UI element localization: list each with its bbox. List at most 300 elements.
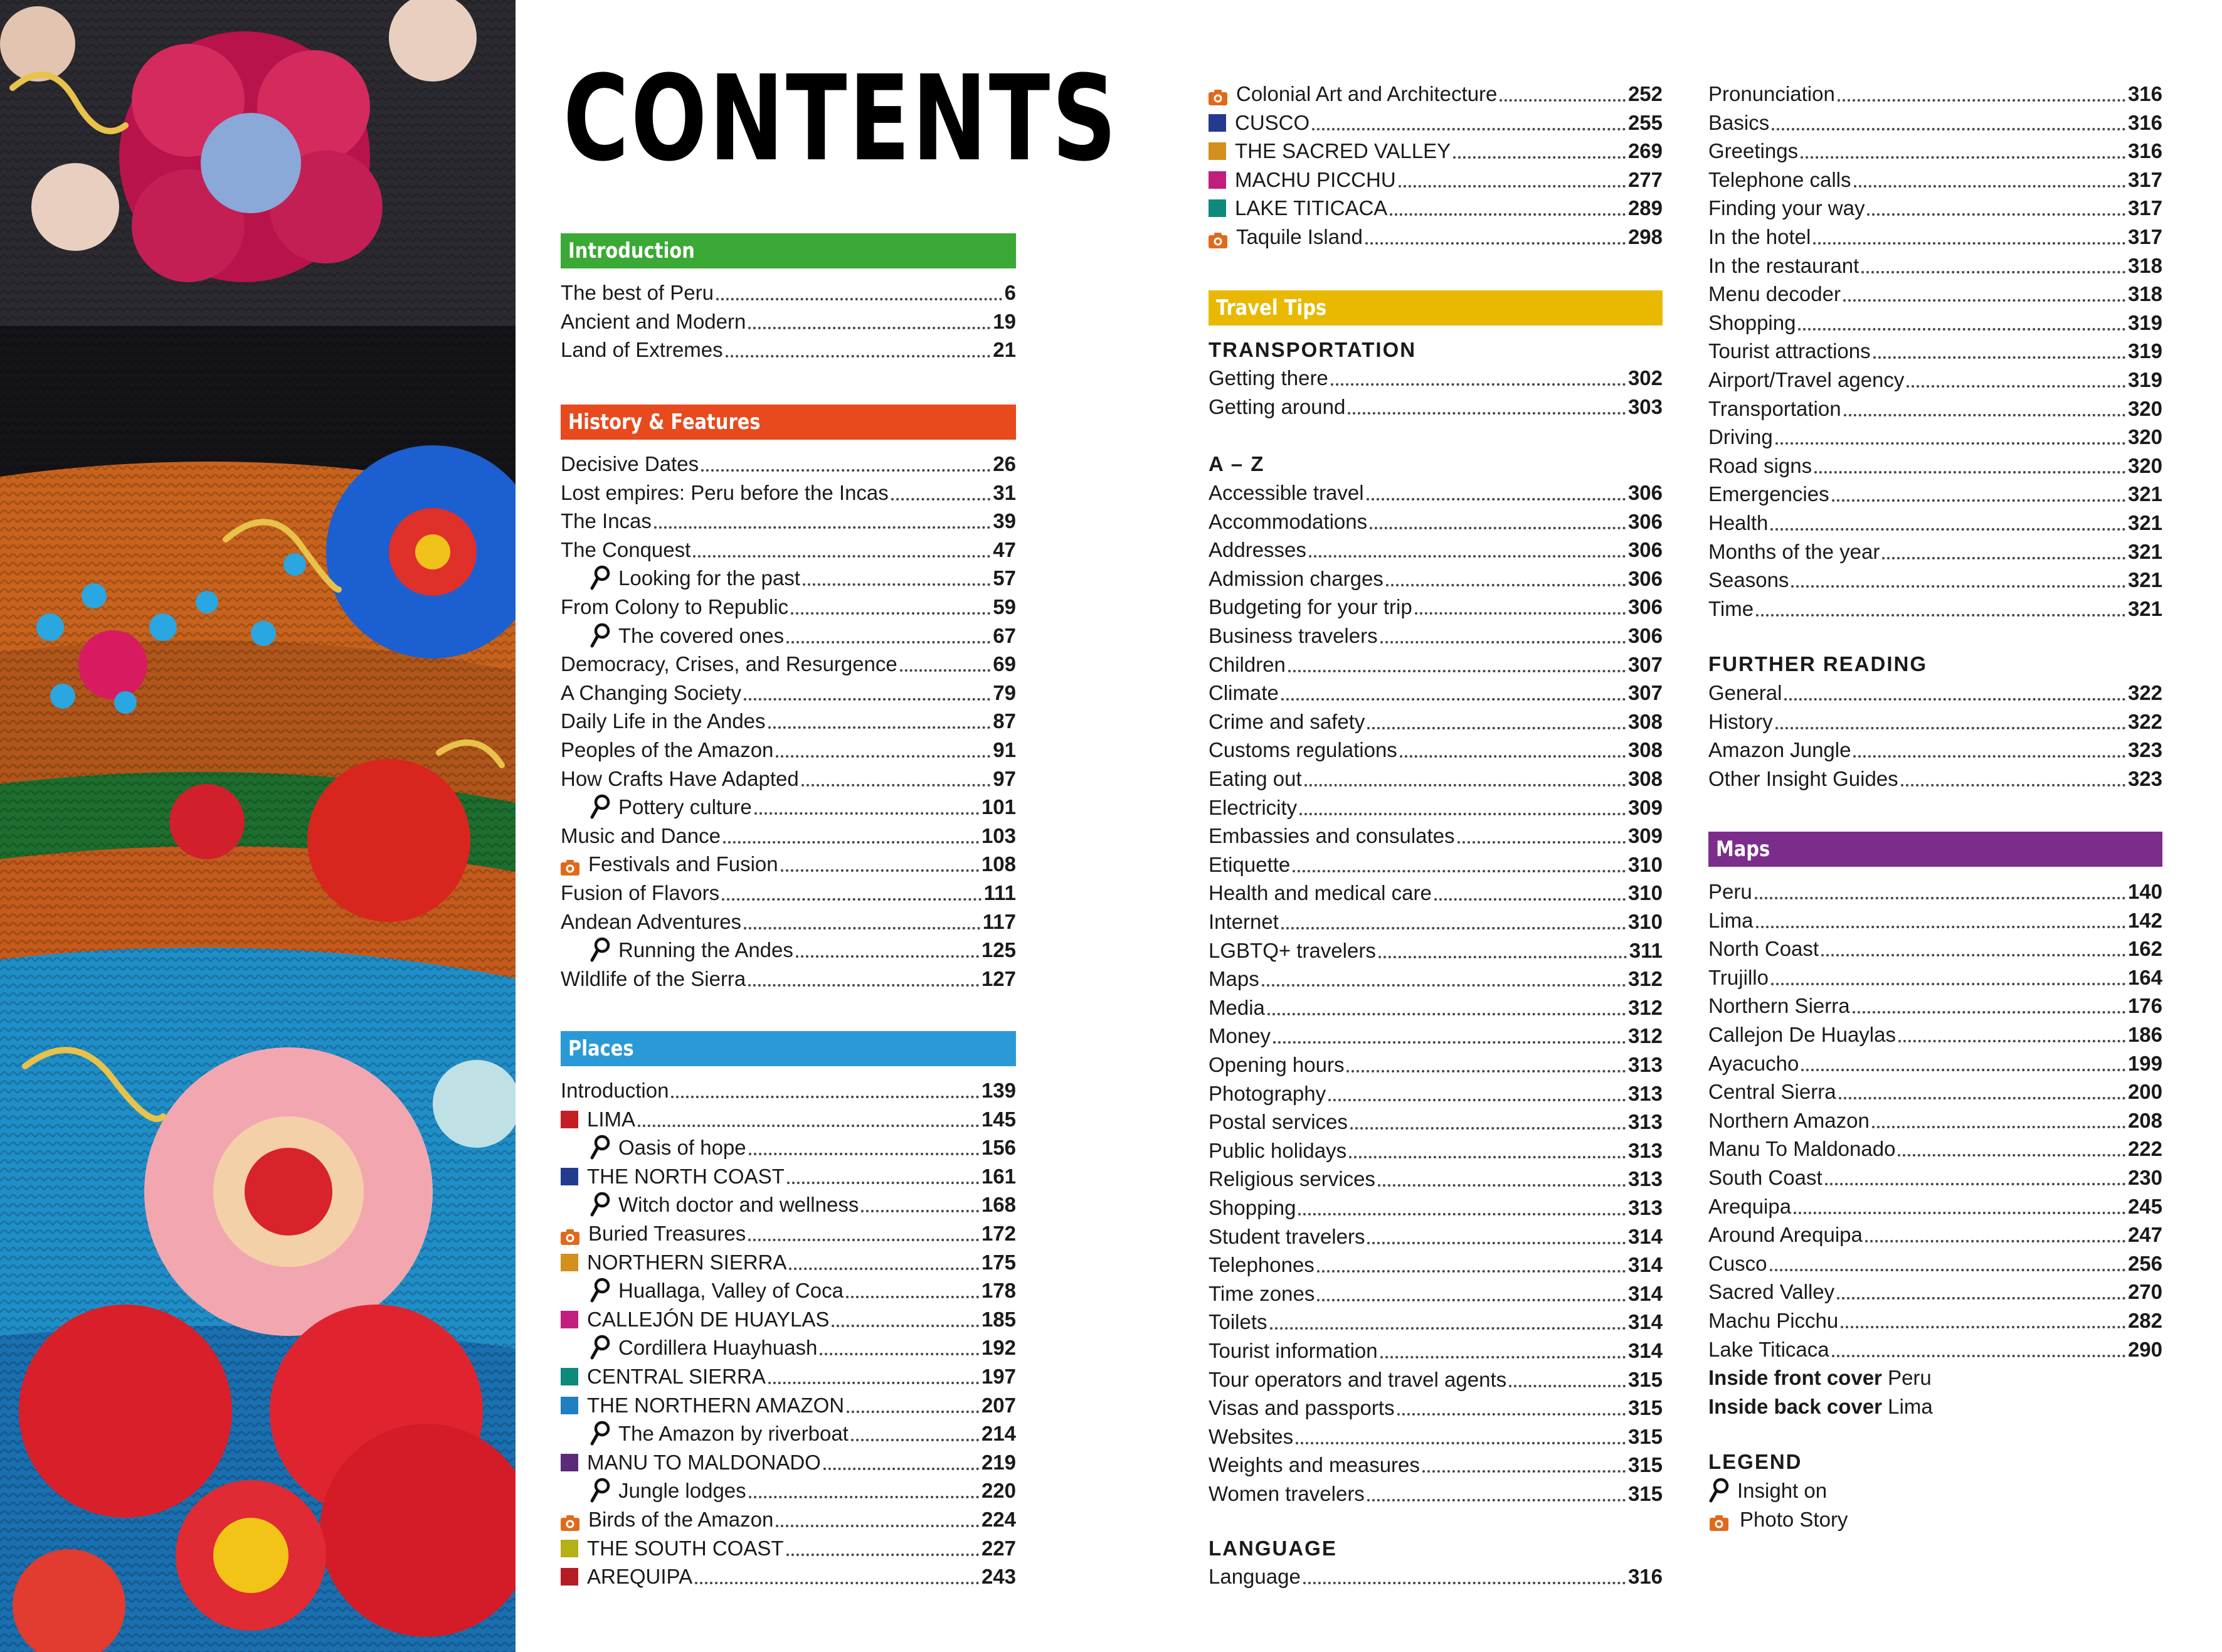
toc-entry-shopping[interactable]: [1209, 1192, 1663, 1220]
toc-entry-public-holidays[interactable]: [1209, 1135, 1663, 1163]
toc-entry-land-of-extremes[interactable]: [561, 334, 1016, 363]
page-number: 323: [2127, 738, 2162, 762]
toc-entry-general[interactable]: [1708, 677, 2162, 706]
toc-entry-label: Running the Andes: [618, 938, 793, 962]
toc-entry-cusco[interactable]: [1708, 1248, 2162, 1276]
dot-leader: [1798, 328, 2125, 331]
toc-entry-label: A Changing Society: [561, 680, 742, 704]
toc-entry-shopping[interactable]: [1708, 307, 2162, 336]
page-number: 314: [1627, 1253, 1663, 1277]
page-number: 312: [1627, 995, 1663, 1019]
insight-icon: [590, 1420, 611, 1446]
page-number: 306: [1627, 566, 1663, 590]
toc-entry-label: Colonial Art and Architecture: [1236, 82, 1498, 105]
camera-icon: [1710, 1512, 1728, 1528]
toc-entry-lake-titicaca[interactable]: [1209, 193, 1663, 221]
toc-entry-driving[interactable]: [1708, 421, 2162, 450]
toc-entry-road-signs[interactable]: [1708, 450, 2162, 479]
toc-entry-label: Taquile Island: [1236, 225, 1363, 248]
toc-entry-label: CUSCO: [1235, 110, 1310, 134]
page-number: 79: [993, 680, 1016, 704]
toc-entry-label: Airport/Travel agency: [1708, 368, 1905, 391]
toc-entry-label: Pottery culture: [618, 795, 752, 819]
dot-leader: [1312, 128, 1626, 130]
toc-entry-children[interactable]: [1209, 649, 1663, 677]
toc-entry-embassies-and-consulates[interactable]: [1209, 820, 1663, 849]
toc-entry-women-travelers[interactable]: [1209, 1478, 1663, 1506]
dot-leader: [1317, 1270, 1626, 1273]
toc-entry-northern-amazon[interactable]: [1708, 1105, 2162, 1133]
page-number: 282: [2127, 1309, 2162, 1332]
dot-leader: [1854, 185, 2125, 188]
toc-entry-the-sacred-valley[interactable]: [1209, 135, 1663, 164]
toc-entry-taquile-island[interactable]: [1209, 221, 1663, 250]
dot-leader: [1400, 755, 1626, 758]
dot-leader: [654, 526, 990, 529]
toc-entry-the-incas[interactable]: [561, 506, 1016, 534]
dot-leader: [1298, 1213, 1625, 1215]
toc-entry-oasis-of-hope[interactable]: [561, 1132, 1016, 1160]
toc-entry-jungle-lodges[interactable]: [561, 1475, 1016, 1503]
page-number: 197: [981, 1365, 1016, 1388]
dot-leader: [796, 955, 979, 958]
toc-entry-media[interactable]: [1209, 992, 1663, 1020]
toc-entry-label: Admission charges: [1209, 566, 1383, 590]
page-number: 6: [1004, 281, 1016, 304]
toc-entry-student-travelers[interactable]: [1209, 1221, 1663, 1249]
toc-entry-label: Pronunciation: [1708, 82, 1835, 105]
toc-entry-callejon-de-huaylas[interactable]: [1708, 1019, 2162, 1047]
toc-entry-label: Lima: [1708, 908, 1754, 932]
toc-entry-label: Ancient and Modern: [561, 309, 746, 333]
toc-entry-visas-and-passports[interactable]: [1209, 1392, 1663, 1421]
toc-entry-label: Witch doctor and wellness: [618, 1193, 859, 1217]
toc-entry-cusco[interactable]: [1209, 107, 1663, 135]
toc-entry-peru[interactable]: [1708, 876, 2162, 904]
toc-entry-photography[interactable]: [1209, 1078, 1663, 1106]
section-band-travel-tips: [1209, 290, 1663, 326]
page-number: 214: [981, 1422, 1016, 1446]
toc-entry-in-the-hotel[interactable]: [1708, 221, 2162, 250]
toc-entry-money[interactable]: [1209, 1020, 1663, 1049]
toc-entry-label: Money: [1209, 1024, 1271, 1048]
section-color-square: [1209, 171, 1226, 189]
toc-entry-other-insight-guides[interactable]: [1708, 763, 2162, 792]
toc-entry-tourist-information[interactable]: [1209, 1335, 1663, 1363]
toc-entry-airport-travel-agency[interactable]: [1708, 364, 2162, 393]
map-cover-position: Inside front cover: [1708, 1366, 1882, 1390]
subhead-transportation: TRANSPORTATION: [1209, 338, 1417, 361]
toc-entry-label: Customs regulations: [1209, 738, 1397, 762]
toc-entry-admission-charges[interactable]: [1209, 563, 1663, 591]
dot-leader: [1814, 471, 2125, 474]
toc-entry-health-and-medical-care[interactable]: [1209, 877, 1663, 906]
toc-entry-label: Seasons: [1708, 568, 1789, 592]
toc-entry-label: Websites: [1209, 1424, 1294, 1448]
toc-entry-arequipa[interactable]: [561, 1561, 1016, 1589]
toc-entry-electricity[interactable]: [1209, 792, 1663, 820]
page-number: 252: [1627, 82, 1663, 105]
toc-entry-menu-decoder[interactable]: [1708, 278, 2162, 307]
toc-entry-opening-hours[interactable]: [1209, 1049, 1663, 1078]
toc-entry-crime-and-safety[interactable]: [1209, 706, 1663, 734]
toc-entry-getting-around[interactable]: [1209, 391, 1663, 420]
toc-entry-music-and-dance[interactable]: [561, 820, 1016, 849]
toc-entry-label: Photography: [1209, 1081, 1326, 1105]
insight-icon: [590, 622, 611, 649]
dot-leader: [1365, 242, 1626, 245]
toc-entry-label: Transportation: [1708, 396, 1841, 420]
toc-entry-weights-and-measures[interactable]: [1209, 1449, 1663, 1478]
dot-leader: [1755, 897, 2125, 899]
toc-entry-central-sierra[interactable]: [561, 1361, 1016, 1389]
section-color-square: [561, 1168, 578, 1185]
toc-entry-pronunciation[interactable]: [1708, 78, 2162, 107]
dot-leader: [749, 1496, 979, 1498]
toc-entry-sacred-valley[interactable]: [1708, 1276, 2162, 1305]
toc-entry-basics[interactable]: [1708, 107, 2162, 135]
toc-entry-label: The best of Peru: [561, 281, 714, 304]
toc-entry-the-amazon-by-riverboat[interactable]: [561, 1418, 1016, 1446]
toc-entry-internet[interactable]: [1209, 906, 1663, 935]
toc-entry-religious-services[interactable]: [1209, 1163, 1663, 1192]
toc-entry-label: Shopping: [1708, 310, 1796, 334]
page-number: 103: [981, 823, 1016, 847]
toc-entry-machu-picchu[interactable]: [1209, 164, 1663, 193]
dot-leader: [1299, 813, 1626, 815]
dot-leader: [1281, 927, 1626, 929]
toc-entry-in-the-restaurant[interactable]: [1708, 250, 2162, 278]
toc-entry-decisive-dates[interactable]: [561, 448, 1016, 477]
insight-icon: [590, 1134, 611, 1160]
dot-leader: [846, 1296, 979, 1298]
toc-entry-tour-operators-and-travel-agents[interactable]: [1209, 1364, 1663, 1392]
page-number: 208: [2127, 1108, 2162, 1132]
toc-entry-label: Menu decoder: [1708, 282, 1841, 306]
dot-leader: [701, 469, 990, 472]
toc-entry-language[interactable]: [1209, 1561, 1663, 1589]
toc-entry-label: Addresses: [1209, 538, 1306, 562]
toc-entry-label: Arequipa: [1708, 1194, 1792, 1218]
page-number: 315: [1627, 1367, 1663, 1391]
toc-entry-ayacucho[interactable]: [1708, 1048, 2162, 1076]
page-number: 316: [2127, 82, 2162, 105]
dot-leader: [1380, 641, 1626, 643]
toc-entry-label: Buried Treasures: [588, 1222, 746, 1245]
toc-entry-birds-of-the-amazon[interactable]: [561, 1504, 1016, 1532]
toc-entry-running-the-andes[interactable]: [561, 935, 1016, 963]
toc-entry-label: Tourist attractions: [1708, 339, 1871, 363]
toc-entry-label: Introduction: [561, 1079, 669, 1102]
dot-leader: [1367, 1499, 1626, 1501]
page-number: 47: [993, 537, 1016, 561]
dot-leader: [1415, 612, 1626, 615]
dot-leader: [768, 726, 991, 729]
toc-entry-label: Toilets: [1209, 1310, 1267, 1334]
toc-entry-daily-life-in-the-andes[interactable]: [561, 706, 1016, 734]
toc-entry-lost-empires-peru-before-the-incas[interactable]: [561, 477, 1016, 506]
page-number: 313: [1627, 1167, 1663, 1191]
toc-entry-label: LIMA: [587, 1107, 636, 1131]
toc-entry-the-covered-ones[interactable]: [561, 620, 1016, 649]
toc-entry-label: Amazon Jungle: [1708, 738, 1851, 762]
toc-entry-around-arequipa[interactable]: [1708, 1219, 2162, 1247]
toc-entry-arequipa[interactable]: [1708, 1191, 2162, 1219]
toc-entry-label: Manu To Maldonado: [1708, 1137, 1896, 1161]
page-number: 322: [2127, 709, 2162, 733]
toc-entry-ancient-and-modern[interactable]: [561, 306, 1016, 334]
toc-entry-addresses[interactable]: [1209, 534, 1663, 563]
page-number: 224: [981, 1508, 1016, 1531]
dot-leader: [847, 1411, 979, 1413]
page-number: 315: [1627, 1396, 1663, 1420]
toc-entry-how-crafts-have-adapted[interactable]: [561, 763, 1016, 792]
page-number: 91: [993, 738, 1016, 761]
page-number: 321: [2127, 539, 2162, 563]
toc-entry-label: NORTHERN SIERRA: [587, 1250, 787, 1274]
toc-entry-time[interactable]: [1708, 593, 2162, 622]
toc-entry-accommodations[interactable]: [1209, 506, 1663, 534]
toc-entry-toilets[interactable]: [1209, 1306, 1663, 1335]
toc-entry-label: Lost empires: Peru before the Incas: [561, 480, 889, 504]
dot-leader: [638, 1125, 979, 1127]
dot-leader: [1791, 585, 2125, 588]
toc-entry-accessible-travel[interactable]: [1209, 477, 1663, 506]
map-cover-label: [1708, 1394, 1933, 1419]
page-number: 312: [1627, 967, 1663, 991]
dot-leader: [1770, 528, 2125, 531]
toc-entry-manu-to-maldonado[interactable]: [561, 1447, 1016, 1475]
toc-entry-cordillera-huayhuash[interactable]: [561, 1332, 1016, 1360]
toc-entry-label: Road signs: [1708, 453, 1812, 477]
toc-entry-label: Emergencies: [1708, 482, 1829, 506]
toc-entry-central-sierra[interactable]: [1708, 1076, 2162, 1104]
toc-entry-time-zones[interactable]: [1209, 1278, 1663, 1306]
toc-entry-trujillo[interactable]: [1708, 962, 2162, 990]
toc-entry-emergencies[interactable]: [1708, 479, 2162, 507]
toc-entry-label: From Colony to Republic: [561, 595, 789, 618]
page-number: 219: [981, 1450, 1016, 1474]
dot-leader: [820, 1353, 979, 1355]
toc-entry-label: Lake Titicaca: [1708, 1337, 1829, 1361]
dot-leader: [744, 927, 980, 929]
page-number: 320: [2127, 396, 2162, 420]
page-title: CONTENTS: [563, 50, 1119, 188]
toc-entry-label: MANU TO MALDONADO: [587, 1450, 821, 1474]
dot-leader: [1784, 698, 2125, 701]
toc-entry-label: Language: [1209, 1565, 1301, 1588]
dot-leader: [1288, 670, 1626, 672]
page-number: 319: [2127, 339, 2162, 363]
dot-leader: [1309, 555, 1626, 558]
page-number: 321: [2127, 511, 2162, 534]
toc-entry-label: Daily Life in the Andes: [561, 709, 766, 733]
toc-entry-label: Wildlife of the Sierra: [561, 966, 746, 990]
toc-entry-lima[interactable]: [1708, 905, 2162, 933]
dot-leader: [1756, 614, 2125, 617]
page-number: 172: [981, 1222, 1016, 1245]
toc-entry-the-conquest[interactable]: [561, 534, 1016, 563]
toc-entry-websites[interactable]: [1209, 1421, 1663, 1449]
toc-entry-lgbtq-travelers[interactable]: [1209, 935, 1663, 963]
toc-entry-the-best-of-peru[interactable]: [561, 277, 1016, 305]
toc-entry-label: Cusco: [1708, 1251, 1767, 1275]
dot-leader: [1367, 498, 1626, 500]
toc-entry-label: Central Sierra: [1708, 1080, 1836, 1104]
toc-entry-label: Fusion of Flavors: [561, 881, 720, 904]
toc-entry-amazon-jungle[interactable]: [1708, 734, 2162, 763]
map-cover-position: Inside back cover: [1708, 1394, 1882, 1418]
toc-entry-andean-adventures[interactable]: [561, 906, 1016, 935]
dot-leader: [1832, 1355, 2125, 1357]
toc-entry-label: Music and Dance: [561, 823, 721, 847]
toc-entry-label: Getting around: [1209, 394, 1346, 418]
toc-entry-business-travelers[interactable]: [1209, 620, 1663, 649]
insight-icon: [590, 1334, 611, 1360]
section-color-square: [561, 1568, 578, 1586]
toc-entry-history[interactable]: [1708, 706, 2162, 734]
toc-entry-northern-sierra[interactable]: [561, 1247, 1016, 1275]
legend-label: Photo Story: [1740, 1507, 1848, 1531]
toc-entry-finding-your-way[interactable]: [1708, 193, 2162, 221]
band-label: Travel Tips: [1216, 295, 1327, 320]
page-number: 145: [981, 1107, 1016, 1131]
toc-entry-pottery-culture[interactable]: [561, 792, 1016, 820]
toc-entry-south-coast[interactable]: [1708, 1162, 2162, 1190]
toc-entry-north-coast[interactable]: [1708, 933, 2162, 961]
legend-label: Insight on: [1737, 1479, 1828, 1502]
toc-entry-peoples-of-the-amazon[interactable]: [561, 734, 1016, 763]
toc-entry-greetings[interactable]: [1708, 135, 2162, 164]
toc-entry-getting-there[interactable]: [1209, 363, 1663, 391]
toc-entry-maps[interactable]: [1209, 963, 1663, 992]
dot-leader: [1328, 1099, 1626, 1101]
page-number: 306: [1627, 509, 1663, 533]
dot-leader: [1422, 1470, 1626, 1473]
toc-entry-label: Visas and passports: [1209, 1396, 1395, 1420]
dot-leader: [748, 1239, 979, 1241]
toc-entry-huallaga-valley-of-coca[interactable]: [561, 1275, 1016, 1303]
dot-leader: [1907, 385, 2125, 388]
section-color-square: [561, 1397, 578, 1414]
toc-entry-lima[interactable]: [561, 1104, 1016, 1132]
toc-entry-telephones[interactable]: [1209, 1249, 1663, 1278]
toc-entry-budgeting-for-your-trip[interactable]: [1209, 591, 1663, 620]
toc-entry-label: Student travelers: [1209, 1224, 1365, 1248]
toc-entry-fusion-of-flavors[interactable]: [561, 877, 1016, 906]
toc-entry-telephone-calls[interactable]: [1708, 164, 2162, 193]
page-number: 178: [981, 1279, 1016, 1303]
page-number: 310: [1627, 910, 1663, 933]
page-number: 312: [1627, 1024, 1663, 1048]
toc-entry-witch-doctor-and-wellness[interactable]: [561, 1189, 1016, 1217]
toc-entry-label: Children: [1209, 652, 1286, 676]
subhead-legend: LEGEND: [1708, 1450, 1802, 1473]
page-number: 314: [1627, 1224, 1663, 1248]
section-color-square: [561, 1254, 578, 1271]
dot-leader: [1350, 1127, 1626, 1130]
map-cover-entry[interactable]: [1708, 1391, 2162, 1419]
toc-entry-machu-picchu[interactable]: [1708, 1305, 2162, 1333]
toc-entry-festivals-and-fusion[interactable]: [561, 849, 1016, 877]
insight-icon: [590, 1277, 611, 1303]
section-color-square: [561, 1454, 578, 1471]
dot-leader: [781, 869, 979, 872]
dot-leader: [1397, 1413, 1626, 1416]
page-number: 315: [1627, 1453, 1663, 1477]
toc-entry-buried-treasures[interactable]: [561, 1218, 1016, 1246]
toc-entry-callejon-de-huaylas[interactable]: [561, 1304, 1016, 1332]
toc-entry-a-changing-society[interactable]: [561, 677, 1016, 706]
toc-entry-label: THE NORTHERN AMAZON: [587, 1393, 845, 1417]
map-cover-entry[interactable]: [1708, 1362, 2162, 1390]
dot-leader: [1838, 99, 2125, 102]
toc-entry-transportation[interactable]: [1708, 393, 2162, 421]
dot-leader: [1386, 584, 1626, 586]
toc-entry-seasons[interactable]: [1708, 564, 2162, 593]
dot-leader: [1873, 356, 2125, 359]
toc-entry-postal-services[interactable]: [1209, 1106, 1663, 1135]
toc-entry-label: Business travelers: [1209, 624, 1378, 647]
toc-entry-health[interactable]: [1708, 507, 2162, 536]
toc-entry-label: Climate: [1209, 681, 1279, 705]
band-label: Places: [568, 1036, 634, 1061]
toc-entry-climate[interactable]: [1209, 677, 1663, 706]
page-number: 316: [2127, 110, 2162, 134]
toc-entry-the-northern-amazon[interactable]: [561, 1390, 1016, 1418]
toc-entry-label: Etiquette: [1209, 852, 1291, 876]
toc-entry-wildlife-of-the-sierra[interactable]: [561, 963, 1016, 992]
subhead-further-reading: FURTHER READING: [1708, 652, 1927, 675]
toc-entry-democracy-crises-and-resurgence[interactable]: [561, 649, 1016, 677]
toc-entry-label: Budgeting for your trip: [1209, 595, 1412, 619]
page-number: 207: [981, 1393, 1016, 1417]
toc-entry-months-of-the-year[interactable]: [1708, 536, 2162, 564]
dot-leader: [1303, 1582, 1626, 1584]
toc-entry-eating-out[interactable]: [1209, 763, 1663, 792]
section-color-square: [1209, 114, 1226, 132]
dot-leader: [1509, 1385, 1626, 1387]
page-number: 310: [1627, 852, 1663, 876]
toc-entry-introduction[interactable]: [561, 1075, 1016, 1103]
toc-entry-northern-sierra[interactable]: [1708, 990, 2162, 1019]
toc-entry-colonial-art-and-architecture[interactable]: [1209, 78, 1663, 107]
page-number: 313: [1627, 1138, 1663, 1162]
toc-entry-label: Shopping: [1209, 1196, 1296, 1219]
dot-leader: [1346, 1070, 1625, 1072]
toc-entry-customs-regulations[interactable]: [1209, 734, 1663, 763]
toc-entry-label: How Crafts Have Adapted: [561, 766, 799, 790]
toc-entry-label: THE SACRED VALLEY: [1235, 139, 1451, 163]
page-number: 108: [981, 852, 1016, 876]
dot-leader: [1273, 1041, 1626, 1044]
page-number: 222: [2127, 1137, 2162, 1161]
dot-leader: [1770, 1269, 2125, 1271]
toc-entry-from-colony-to-republic[interactable]: [561, 591, 1016, 620]
toc-entry-manu-to-maldonado[interactable]: [1708, 1133, 2162, 1162]
toc-entry-etiquette[interactable]: [1209, 849, 1663, 877]
toc-entry-label: Health: [1708, 511, 1769, 534]
dot-leader: [823, 1468, 979, 1470]
page-number: 270: [2127, 1280, 2162, 1304]
toc-entry-lake-titicaca[interactable]: [1708, 1334, 2162, 1362]
toc-entry-tourist-attractions[interactable]: [1708, 336, 2162, 364]
toc-entry-the-north-coast[interactable]: [561, 1161, 1016, 1189]
section-color-square: [561, 1311, 578, 1328]
page-number: 256: [2127, 1251, 2162, 1275]
toc-entry-looking-for-the-past[interactable]: [561, 563, 1016, 591]
toc-entry-the-south-coast[interactable]: [561, 1533, 1016, 1561]
